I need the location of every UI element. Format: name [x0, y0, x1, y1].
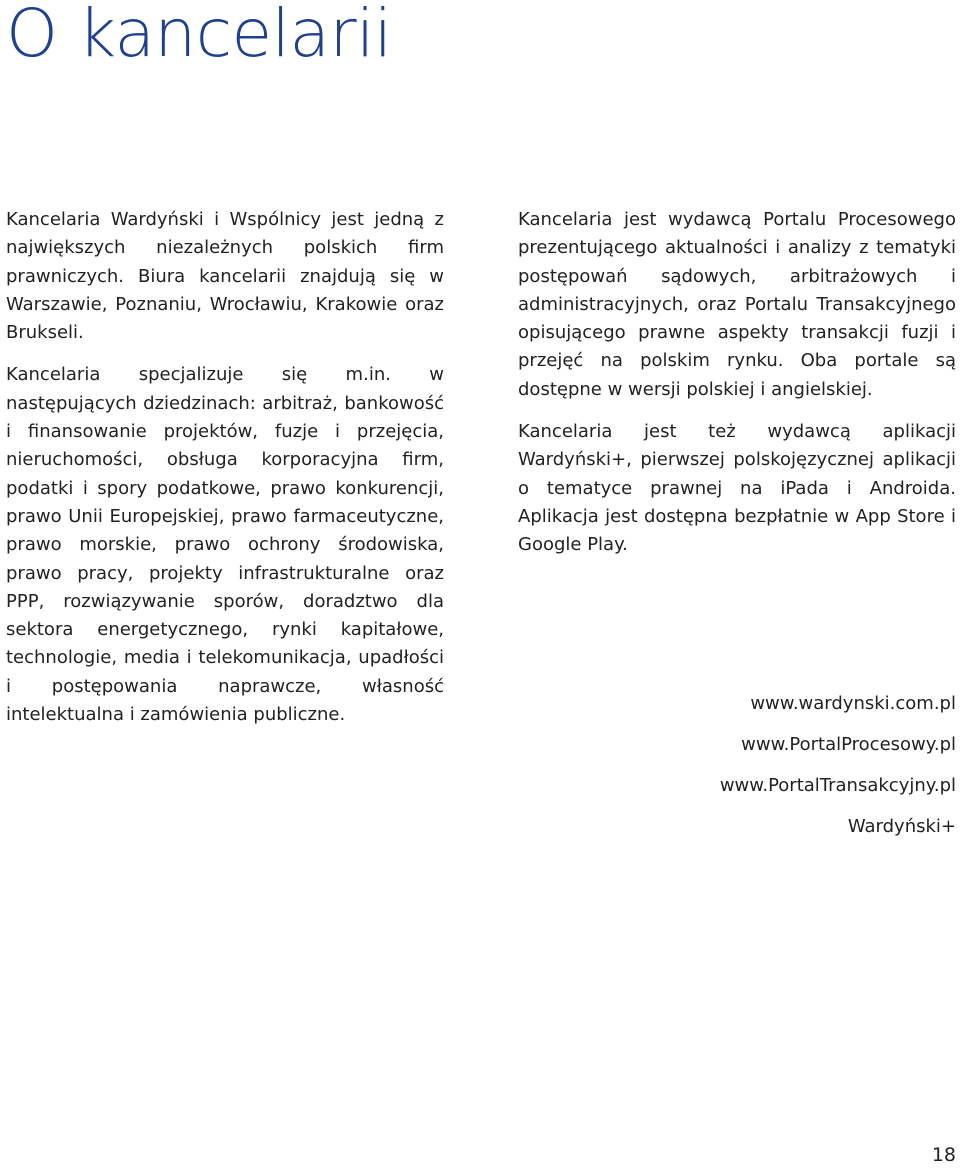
link-wardynski-plus[interactable]: Wardyński+ [847, 816, 956, 837]
portals-paragraph: Kancelaria jest wydawcą Portalu Procesowego prezentującego aktualności i analizy z tematyki postępowań sądowych, arbitrażowych i administracyjnych, oraz Portalu Transakcyjnego opisującego prawne aspekty transakcji fuzji i przejęć na polskim rynku. Oba portale są dostępne w wersji polskiej i angielskiej. [518, 209, 956, 400]
links-list [720, 690, 956, 854]
page-number: 18 [931, 1144, 956, 1166]
right-column [518, 206, 956, 574]
link-portal-transakcyjny[interactable]: www.PortalTransakcyjny.pl [719, 775, 956, 796]
page-title: O kancelarii [6, 0, 392, 72]
link-portal-procesowy[interactable]: www.PortalProcesowy.pl [741, 734, 956, 755]
specializations-paragraph: Kancelaria specjalizuje się m.in. w następujących dziedzinach: arbitraż, bankowość i finansowanie projektów, fuzje i przejęcia, nieruchomości, obsługa korporacyjna firm, podatki i spory podatkowe, prawo konkurencji, prawo Unii Europejskiej, prawo farmaceutyczne, prawo morskie, prawo ochrony środowiska, prawo pracy, projekty infrastrukturalne oraz PPP, rozwiązywanie sporów, doradztwo dla sektora energetycznego, rynki kapitałowe, technologie, media i telekomunikacja, upadłości i postępowania naprawcze, własność intelektualna i zamówienia publiczne. [6, 364, 444, 726]
left-column [6, 206, 444, 743]
intro-paragraph: Kancelaria Wardyński i Wspólnicy jest jedną z największych niezależnych polskich firm prawniczych. Biura kancelarii znajdują się w Warszawie, Poznaniu, Wrocławiu, Krakowie oraz Brukseli. [6, 209, 444, 344]
link-wardynski[interactable]: www.wardynski.com.pl [750, 693, 956, 714]
app-paragraph: Kancelaria jest też wydawcą aplikacji Wardyński+, pierwszej polskojęzycznej aplikacji o tematyce prawnej na iPada i Androida. Aplikacja jest dostępna bezpłatnie w App Store i Google Play. [518, 421, 956, 556]
